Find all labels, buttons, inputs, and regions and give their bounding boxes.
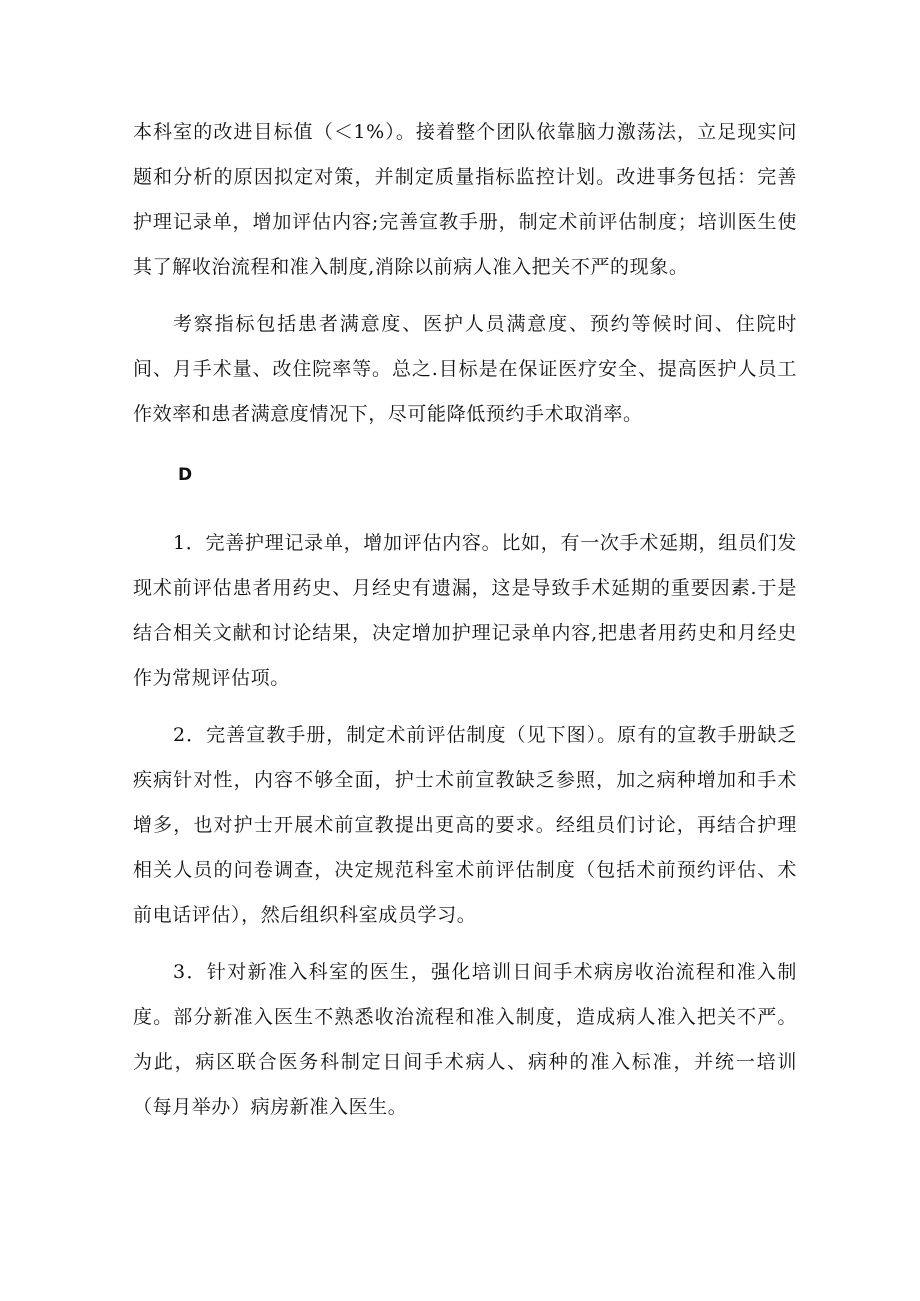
section-heading: D [178, 465, 193, 485]
paragraph-improvement-goals: 本科室的改进目标值（＜1%）。接着整个团队依靠脑力激荡法，立足现实问题和分析的原因拟定对策，并制定质量指标监控计划。改进事务包括：完善护理记录单，增加评估内容;完善宣教手册，制定术前评估制度；培训医生使其了解收治流程和准入制度,消除以前病人准入把关不严的现象。 [133, 121, 797, 278]
list-item-nursing-record: 1．完善护理记录单，增加评估内容。比如，有一次手术延期，组员们发现术前评估患者用药史、月经史有遗漏，这是导致手术延期的重要因素.于是结合相关文献和讨论结果，决定增加护理记录单内容,把患者用药史和月经史作为常规评估项。 [133, 532, 797, 689]
list-item-doctor-training: 3．针对新准入科室的医生，强化培训日间手术病房收治流程和准入制度。部分新准入医生不熟悉收治流程和准入制度，造成病人准入把关不严。为此，病区联合医务科制定日间手术病人、病种的准入标准，并统一培训（每月举办）病房新准入医生。 [133, 961, 797, 1118]
section-heading-wrap [133, 463, 797, 487]
paragraph-evaluation-indicators: 考察指标包括患者满意度、医护人员满意度、预约等候时间、住院时间、月手术量、改住院率等。总之.目标是在保证医疗安全、提高医护人员工作效率和患者满意度情况下，尽可能降低预约手术取消率。 [133, 313, 797, 425]
list-item-education-manual: 2．完善宣教手册，制定术前评估制度（见下图）。原有的宣教手册缺乏疾病针对性，内容不够全面，护士术前宣教缺乏参照，加之病种增加和手术增多，也对护士开展术前宣教提出更高的要求。经组员们讨论，再结合护理相关人员的问卷调查，决定规范科室术前评估制度（包括术前预约评估、术前电话评估），然后组织科室成员学习。 [133, 724, 797, 926]
document-body [133, 110, 797, 1130]
